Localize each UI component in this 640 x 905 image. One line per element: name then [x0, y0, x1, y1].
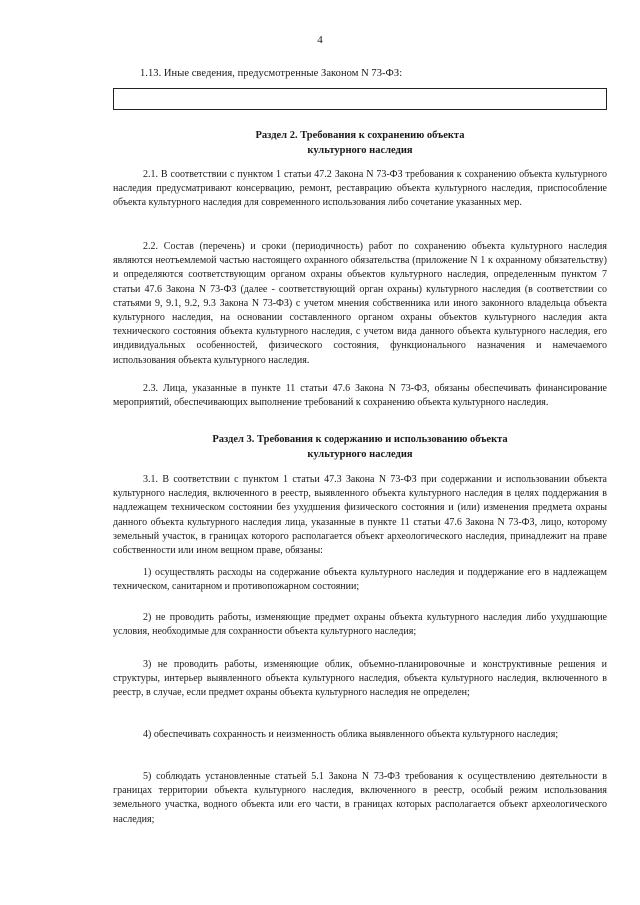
section-3-title-line2: культурного наследия — [307, 449, 413, 460]
section-2-title — [113, 128, 607, 158]
item-1-13-label: 1.13. Иные сведения, предусмотренные Законом N 73-ФЗ: — [140, 68, 403, 79]
list-item-1: 1) осуществлять расходы на содержание объекта культурного наследия и поддержание его в надлежащем техническом, санитарном и противопожарном состоянии; — [113, 567, 607, 593]
paragraph-2-3: 2.3. Лица, указанные в пункте 11 статьи 47.6 Закона N 73-ФЗ, обязаны обеспечивать финансирование мероприятий, обеспечивающих выполнение требований к сохранению объекта культурного наследия. — [113, 383, 607, 409]
section-2-title-line2: культурного наследия — [307, 145, 413, 156]
page-number: 4 — [317, 34, 323, 46]
paragraph-2-2: 2.2. Состав (перечень) и сроки (периодичность) работ по сохранению объекта культурного наследия являются неотъемлемой частью настоящего охранного обязательства (приложение N 1 к охранному обязательству) и определяются соответствующим органом охраны объектов культурного наследия, определенным пунктом 7 статьи 47.6 Закона N 73-ФЗ (далее - соответствующий орган охраны) культурного наследия (в соответствии со статьями 9, 9.1, 9.2, 9.3 Закона N 73-ФЗ) с учетом мнения собственника или иного законного владельца объекта культурного наследия, на основании составленного органом охраны объектов культурного наследия акта технического состояния объекта культурного наследия, с учетом вида данного объекта культурного наследия, его индивидуальных особенностей, физического состояния, функционального назначения и намечаемого использования объекта культурного наследия. — [113, 241, 607, 366]
section-2-title-line1: Раздел 2. Требования к сохранению объекта — [255, 130, 465, 141]
list-item-4: 4) обеспечивать сохранность и неизменность облика выявленного объекта культурного наследия; — [143, 729, 559, 740]
item-1-13-box — [113, 88, 607, 110]
list-item-3: 3) не проводить работы, изменяющие облик, объемно-планировочные и конструктивные решения и структуры, интерьер выявленного объекта культурного наследия, объекта культурного наследия, включенного в реестр, в случае, если предмет охраны объекта культурного наследия не определен; — [113, 659, 607, 699]
list-item-5: 5) соблюдать установленные статьей 5.1 Закона N 73-ФЗ требования к осуществлению деятельности в границах территории объекта культурного наследия, включенного в реестр, особый режим использования земельного участка, водного объекта или его части, в границах которых располагается объект археологического наследия; — [113, 771, 607, 825]
paragraph-2-1: 2.1. В соответствии с пунктом 1 статьи 47.2 Закона N 73-ФЗ требования к сохранению объекта культурного наследия предусматривают консервацию, ремонт, реставрацию объекта культурного наследия, приспособление объекта культурного наследия для современного использования либо сочетание указанных мер. — [113, 169, 607, 209]
paragraph-3-1: 3.1. В соответствии с пунктом 1 статьи 47.3 Закона N 73-ФЗ при содержании и использовании объекта культурного наследия, включенного в реестр, выявленного объекта культурного наследия в целях поддержания в надлежащем техническом состоянии без ухудшения физического состояния и (или) изменения предмета охраны данного объекта культурного наследия лица, указанные в пункте 11 статьи 47.6 Закона N 73-ФЗ, лицо, которому земельный участок, в границах которого располагается объект археологического наследия, принадлежит на праве собственности или ином вещном праве, обязаны: — [113, 474, 607, 557]
section-3-title-line1: Раздел 3. Требования к содержанию и использованию объекта — [212, 434, 508, 445]
section-3-title — [113, 432, 607, 462]
list-item-2: 2) не проводить работы, изменяющие предмет охраны объекта культурного наследия либо ухудшающие условия, необходимые для сохранности объекта культурного наследия; — [113, 612, 607, 638]
